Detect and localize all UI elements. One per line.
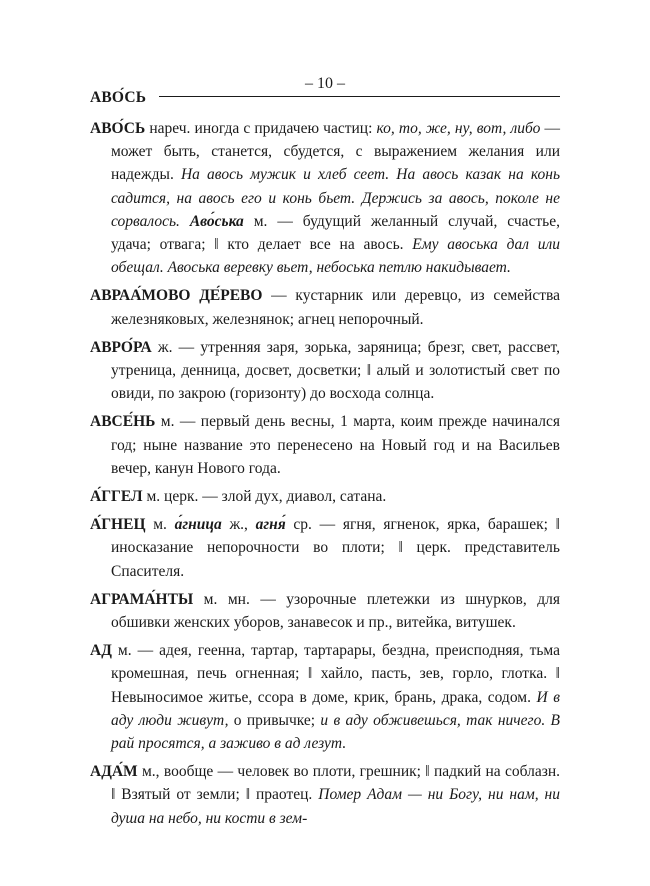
dictionary-entry: [90, 284, 560, 330]
entry-headword: АДА́М: [90, 763, 138, 781]
entry-headword: АВРАА́МОВО ДЕ́РЕВО: [90, 287, 263, 305]
entry-headword: АГРАМА́НТЫ: [90, 590, 194, 608]
entry-text: м. — адея, геенна, тартар, тартарары, бездна, преисподняя, тьма кромешная, печь огненная; ‖ хайло, пасть, зев, горло, глотка. ‖ Невыносимое житье, ссора в доме, крик, брань, драка, содом.: [111, 642, 560, 706]
entry-headword: АВРО́РА: [90, 338, 152, 356]
entry-text: — кустарник или деревцо, из семейства железняковых, железнянок; агнец непорочный.: [111, 287, 560, 328]
entry-text: ж. — утренняя заря, зорька, заряница; брезг, свет, рассвет, утреница, денница, досвет, досветки; ‖ алый и золотистый свет по овиди, по закрою (горизонту) до восхода солнца.: [111, 338, 560, 403]
entry-example: Ему авоська дал или обещал. Авоська веревку вьет, небоська петлю накидывает.: [111, 236, 561, 277]
entry-text: м.: [145, 516, 175, 534]
entry-headword: АД: [90, 642, 112, 660]
entry-example: Аво́ська: [189, 212, 244, 230]
dictionary-entry: [90, 760, 560, 830]
page-number: – 10 –: [305, 75, 345, 92]
entry-text: м., вообще — человек во плоти, грешник; ‖ падкий на соблазн. ‖ Взятый от земли; ‖ праотец.: [111, 763, 560, 804]
entry-headword: АВСЕ́НЬ: [90, 413, 156, 431]
dictionary-entry: [90, 588, 560, 634]
running-head: АВО́СЬ: [90, 89, 147, 106]
entry-headword: А́ГГЕЛ: [90, 488, 143, 506]
entry-text: м. — первый день весны, 1 марта, коим прежде начинался год; ныне название это перенесено на Новый год и на Васильев вечер, канун Нового года.: [111, 413, 560, 477]
entry-text: м. церк. — злой дух, диавол, сатана.: [142, 488, 387, 506]
entry-example: И в аду люди живут,: [111, 688, 561, 729]
entry-example: а́гница: [174, 516, 222, 534]
dictionary-entry: [90, 639, 560, 755]
entry-text: — может быть, станется, сбудется, с выражением желания или надежды.: [111, 120, 561, 184]
entry-example: ко, то, же, ну, вот, либо: [376, 120, 541, 137]
entry-text: нареч. иногда с придачею частиц:: [145, 120, 377, 137]
entries-list: [90, 117, 560, 835]
entry-text: о привычке;: [228, 711, 321, 729]
entry-text: ж.,: [221, 516, 256, 534]
dictionary-entry: [90, 117, 560, 279]
entry-example: На авось мужик и хлеб сеет. На авось казак на конь садится, на авось его и конь бьет. Держись за авось, поколе не сорвалось.: [111, 166, 560, 230]
entry-text: ср. — ягня, ягненок, ярка, барашек; ‖ иносказание непорочности во плоти; ‖ церк. представитель Спасителя.: [111, 516, 560, 580]
dictionary-entry: [90, 513, 560, 583]
dictionary-entry: [90, 485, 560, 508]
entry-text: [180, 213, 190, 230]
entry-headword: А́ГНЕЦ: [90, 516, 146, 534]
entry-example: агня́: [255, 516, 286, 534]
entry-headword: АВО́СЬ: [90, 120, 146, 137]
entry-example: Помер Адам — ни Богу, ни нам, ни душа на небо, ни кости в зем-: [111, 786, 560, 827]
dictionary-entry: [90, 410, 560, 480]
entry-example: и в аду обживешься, так ничего. В рай просятся, а заживо в ад лезут.: [111, 711, 561, 753]
entry-text: м. мн. — узорочные плетежки из шнурков, для обшивки женских уборов, занавесок и пр., витейка, витушек.: [111, 590, 560, 632]
entry-text: м. — будущий желанный случай, счастье, удача; отвага; ‖ кто делает все на авось.: [111, 212, 561, 254]
dictionary-entry: [90, 336, 560, 406]
header-rule: [159, 96, 560, 97]
